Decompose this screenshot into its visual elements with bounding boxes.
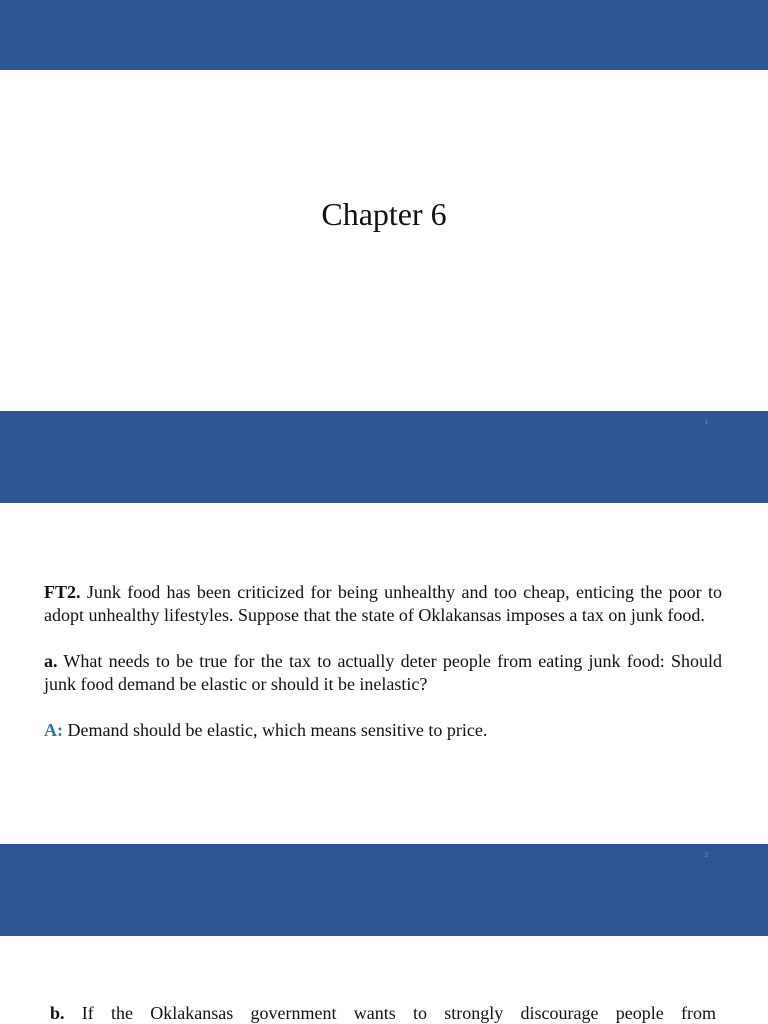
question-b-label: b. [50, 1003, 65, 1023]
slide-divider-band [0, 844, 768, 936]
question-b [50, 1002, 716, 1024]
answer-a-text: Demand should be elastic, which means sensitive to price. [63, 720, 488, 740]
answer-a-label: A: [44, 720, 63, 740]
question-b-text: If the Oklakansas government wants to strongly discourage people from [64, 1003, 716, 1023]
page-number: 1 [704, 418, 708, 426]
problem-label: FT2. [44, 582, 81, 602]
slide-divider-band [0, 411, 768, 503]
page-number: 2 [704, 851, 708, 859]
problem-text: Junk food has been criticized for being unhealthy and too cheap, enticing the poor to adopt unhealthy lifestyles. Suppose that the state of Oklakansas imposes a tax on junk food. [44, 582, 722, 625]
question-a-text: What needs to be true for the tax to actually deter people from eating junk food: Should junk food demand be elastic or should it be inelastic? [44, 651, 722, 694]
answer-a [44, 719, 722, 742]
slide-header-band [0, 0, 768, 70]
slide-3-content [50, 1002, 716, 1024]
chapter-title: Chapter 6 [321, 196, 447, 232]
problem-intro [44, 581, 722, 627]
question-a [44, 650, 722, 696]
question-a-label: a. [44, 651, 58, 671]
slide-2-content [44, 581, 722, 765]
